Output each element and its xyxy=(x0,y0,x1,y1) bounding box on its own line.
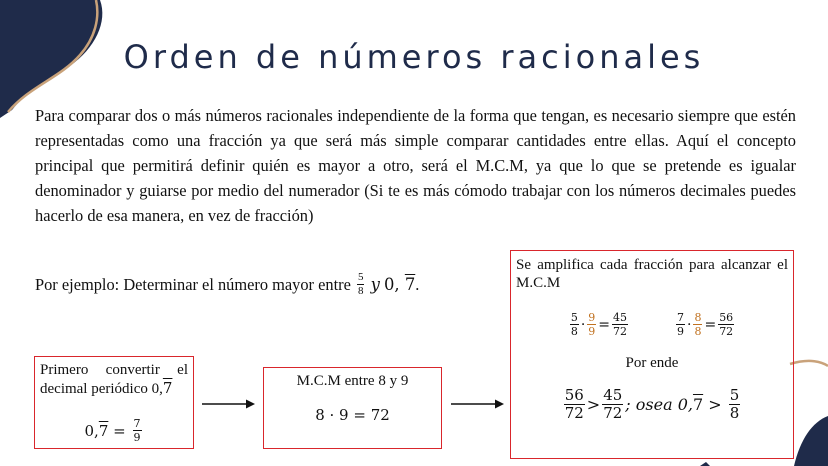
example-fraction: $\frac{5}{8}$ xyxy=(357,271,364,297)
step1-equation: 0, 7 = $\frac{7}{9}$ xyxy=(84,417,141,444)
intro-paragraph: Para comparar dos o más números racionales independiente de la forma que tengan, es necesario siempre que estén representadas como una fracción ya que será más simple comparar cantidades entre ellas. Aquí el concepto principal que permitirá definir quién es mayor a otro, será el M.C.M, ya que lo que se pretende es igualar denominador y guiarse por medio del numerador (Si te es más cómodo trabajar con los números decimales puedes hacerlo de esa manera, en vez de fracción) xyxy=(35,106,796,225)
step2-box xyxy=(263,367,442,449)
page-title: Orden de números racionales xyxy=(123,38,705,76)
example-conjunction: y xyxy=(370,275,380,294)
example-text: Por ejemplo: Determinar el número mayor entre xyxy=(35,274,351,294)
step2-equation: 8 · 9 = 72 xyxy=(315,406,390,424)
arrow-right-icon xyxy=(451,398,505,410)
step3-box xyxy=(510,250,794,459)
amplification-2: $\frac{7}{9}$ · $\frac{8}{8}$ = $\frac{56}{72}$ xyxy=(677,311,734,338)
step1-text: Primero convertir el decimal periódico 0,7 xyxy=(40,362,188,397)
amplification-row xyxy=(516,312,788,337)
example-line: Por ejemplo: Determinar el número mayor entre $\frac{5}{8}$ y 0, 7 . xyxy=(35,271,420,297)
step1-box xyxy=(34,356,194,449)
arrow-right-icon xyxy=(202,398,256,410)
example-decimal: 0, 7 xyxy=(383,275,416,294)
step2-label: M.C.M entre 8 y 9 xyxy=(296,373,409,389)
step1-fraction: $\frac{7}{9}$ xyxy=(133,417,141,444)
final-comparison: $\frac{56}{72}$ > $\frac{45}{72}$ ; osea 0, 7 > $\frac{5}{8}$ xyxy=(564,386,740,422)
por-ende-label: Por ende xyxy=(625,355,679,371)
amplification-1: $\frac{5}{8}$ · $\frac{9}{9}$ = $\frac{45}{72}$ xyxy=(570,311,627,338)
step3-text: Se amplifica cada fracción para alcanzar el M.C.M xyxy=(516,257,788,291)
